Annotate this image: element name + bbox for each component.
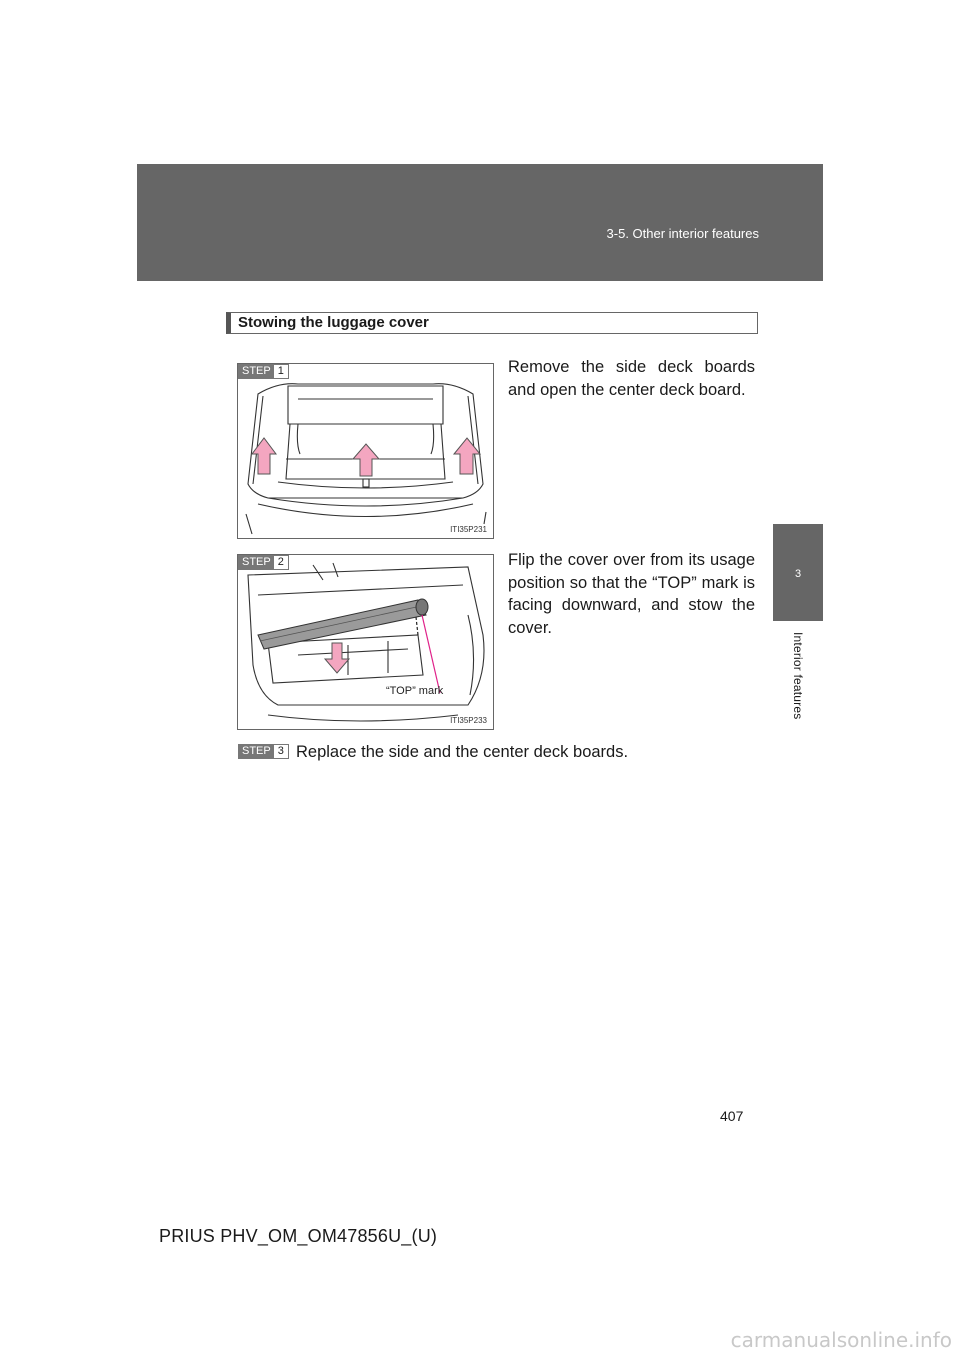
trunk-illustration (238, 364, 493, 538)
step-badge-number: 3 (277, 745, 284, 757)
cover-stow-illustration (238, 555, 493, 729)
step-badge-word: STEP (239, 365, 274, 378)
step-badge-word: STEP (239, 556, 274, 569)
step-3-badge (238, 744, 289, 759)
header-section-title: 3-5. Other interior features (606, 226, 759, 241)
page-number: 407 (720, 1108, 744, 1124)
figure-step-2 (237, 554, 494, 730)
step-2-badge (238, 555, 289, 570)
figure-code: ITI35P231 (450, 525, 487, 534)
step-badge-number: 1 (277, 365, 284, 377)
watermark: carmanualsonline.info (730, 1328, 952, 1352)
figure-step-1 (237, 363, 494, 539)
chapter-tab-label: Interior features (791, 632, 805, 720)
step-1-badge (238, 364, 289, 379)
top-mark-callout: “TOP” mark (386, 685, 444, 697)
footer-doc-id: PRIUS PHV_OM_OM47856U_(U) (159, 1226, 438, 1246)
step-badge-number: 2 (277, 556, 284, 568)
chapter-tab (773, 524, 823, 621)
step-3-text: Replace the side and the center deck boards. (296, 743, 629, 761)
arrow-left (252, 438, 276, 474)
header-band (137, 164, 823, 281)
step-badge-word: STEP (239, 745, 274, 758)
figure-code: ITI35P233 (450, 716, 487, 725)
chapter-tab-number: 3 (794, 568, 802, 580)
arrow-center (353, 444, 379, 476)
arrow-down (325, 643, 349, 673)
step-1-text: Remove the side deck boards and open the center deck board. (508, 358, 755, 399)
step-2-text: Flip the cover over from its usage position so that the “TOP” mark is facing downward, and stow the cover. (508, 551, 755, 637)
luggage-cover-roll (258, 599, 428, 649)
section-heading: Stowing the luggage cover (226, 312, 758, 334)
